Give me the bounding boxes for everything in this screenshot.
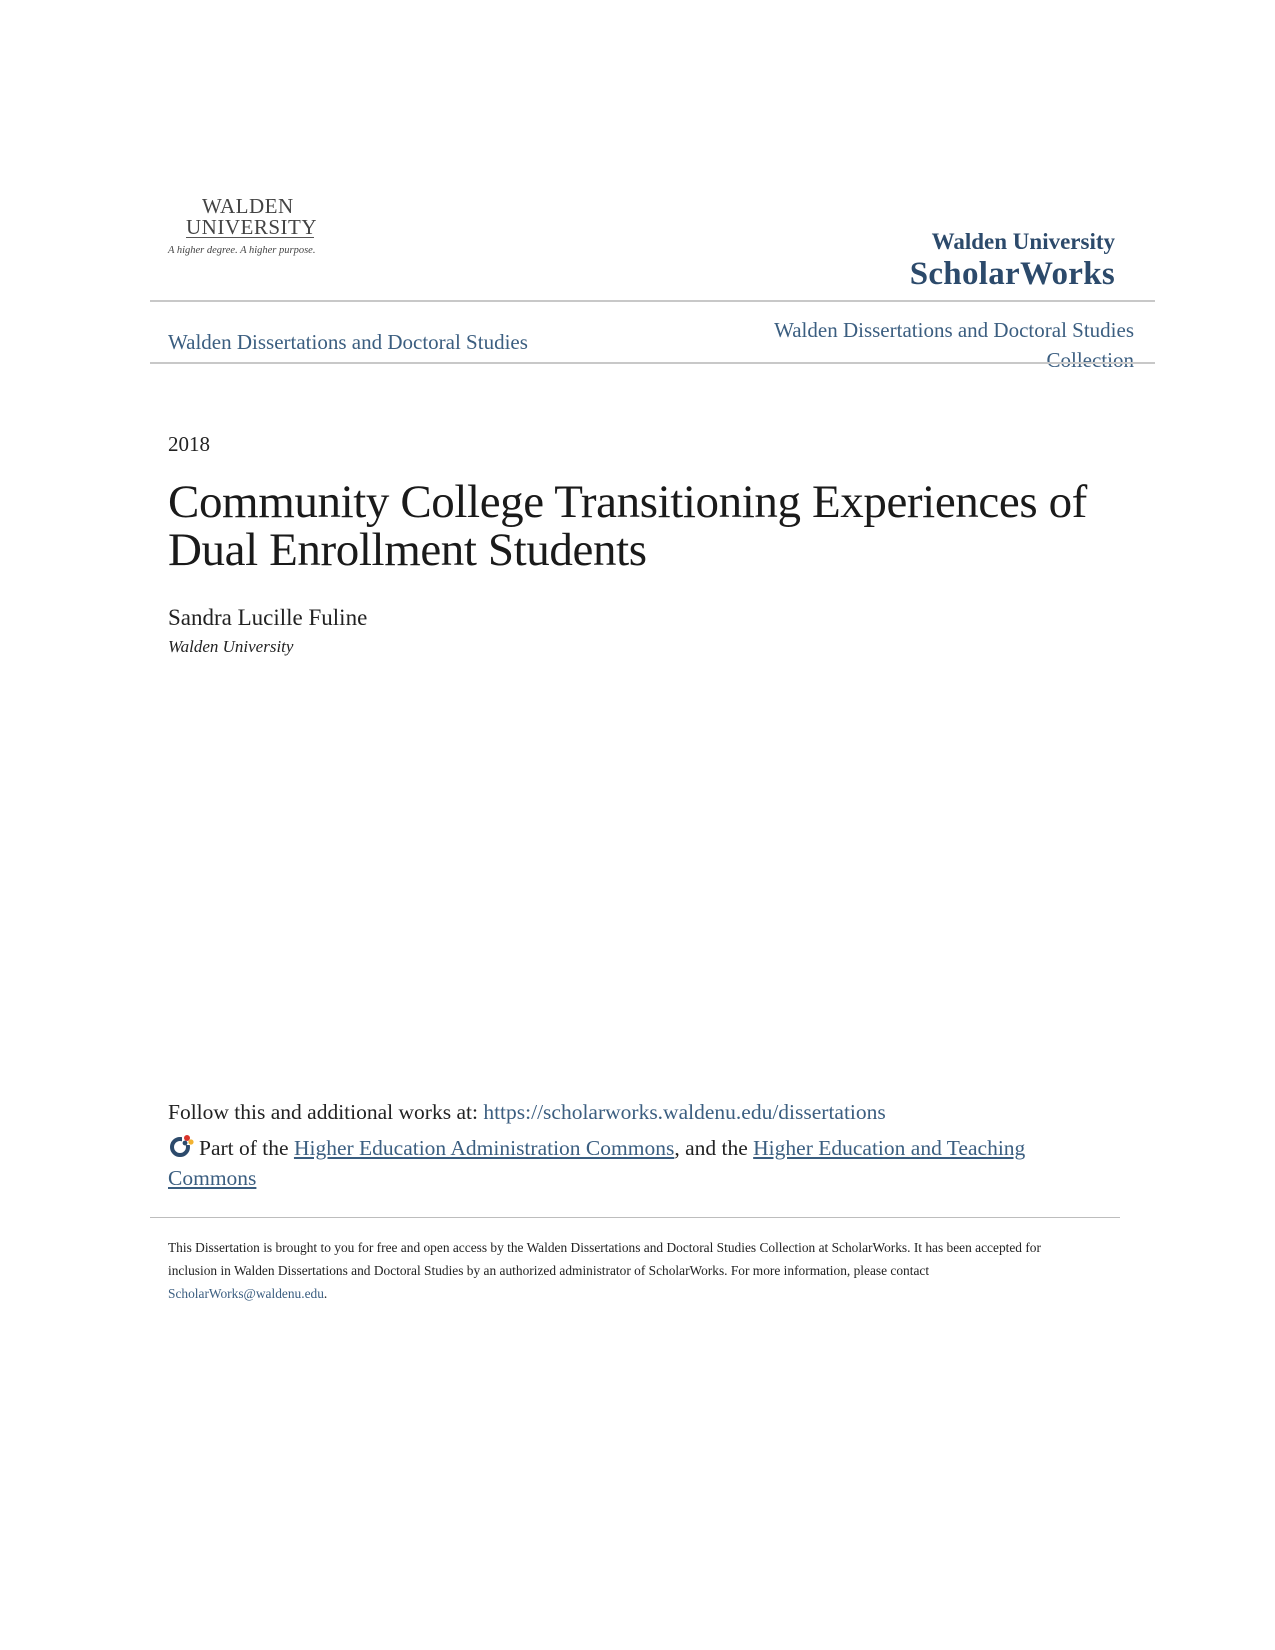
title-line2: Dual Enrollment Students	[168, 524, 647, 576]
logo-tagline: A higher degree. A higher purpose.	[168, 245, 316, 256]
logo-line2: UNIVERSITY	[168, 216, 338, 238]
collection-link[interactable]	[774, 315, 1134, 375]
notice-text: This Dissertation is brought to you for free and open access by the Walden Dissertations and Doctoral Studies Collection at ScholarWorks. It has been accepted for inclusion in Walden Dissertations and Doctoral Studies by an authorized administrator of ScholarWorks. For more information, please contact	[168, 1240, 1041, 1278]
series-link[interactable]: Walden Dissertations and Doctoral Studies	[168, 330, 528, 354]
repository-university: Walden University	[931, 229, 1115, 254]
walden-university-logo	[168, 196, 338, 256]
part-of-joiner: , and the	[674, 1136, 754, 1160]
collection-link-line1: Walden Dissertations and Doctoral Studies	[774, 318, 1134, 342]
part-of-commons	[168, 1133, 1098, 1193]
repository-header	[910, 228, 1115, 292]
collection-bottom-rule	[150, 362, 1155, 364]
notice-end: .	[323, 1286, 328, 1301]
title-line1: Community College Transitioning Experiences of	[168, 476, 1087, 528]
dissertations-url-link[interactable]: https://scholarworks.waldenu.edu/dissertations	[483, 1100, 886, 1124]
contact-email-link[interactable]: ScholarWorks@waldenu.edu	[168, 1286, 324, 1301]
collection-link-line2: Collection	[1046, 348, 1134, 372]
follow-label: Follow this and additional works at:	[168, 1100, 484, 1124]
repository-name: ScholarWorks	[909, 256, 1115, 292]
part-of-prefix: Part of the	[199, 1136, 294, 1160]
notice-rule	[150, 1217, 1120, 1218]
network-commons-icon	[168, 1134, 196, 1158]
higher-education-administration-commons-link[interactable]: Higher Education Administration Commons	[293, 1136, 675, 1160]
publication-year: 2018	[168, 432, 210, 456]
author-affiliation: Walden University	[168, 637, 294, 656]
document-title	[168, 478, 1108, 574]
author-name: Sandra Lucille Fuline	[168, 605, 368, 630]
collection-top-rule	[150, 300, 1155, 302]
logo-line1: WALDEN	[202, 194, 294, 218]
follow-line	[168, 1100, 886, 1125]
higher-education-teaching-commons-link[interactable]: Higher Education and Teaching Commons	[168, 1136, 1026, 1190]
access-notice	[168, 1236, 1088, 1305]
